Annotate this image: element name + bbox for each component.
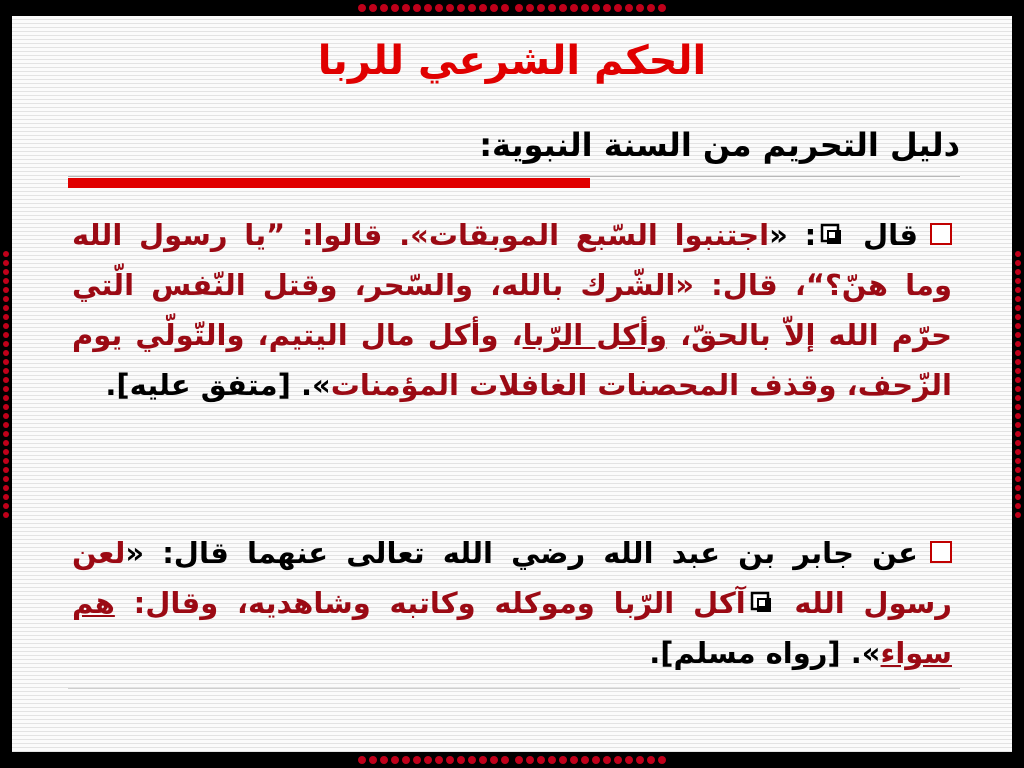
bottom-divider	[68, 688, 960, 689]
left-dot-border	[0, 0, 12, 768]
bullet2-intro: عن جابر بن عبد الله رضي الله تعالى عنهما قال: «	[125, 536, 918, 570]
bullet1-riba-underlined: وأكل الرّبا	[522, 318, 668, 352]
sallallahu-alayhi-wasallam-icon	[750, 590, 772, 614]
sallallahu-alayhi-wasallam-icon	[820, 222, 842, 246]
slide-canvas	[12, 16, 1012, 752]
bullet2-hadith-text: لعن رسول الله	[72, 536, 952, 620]
top-dot-border	[0, 0, 1024, 16]
bullet1-source: ». [متفق عليه].	[105, 368, 331, 402]
subtitle-accent-bar	[68, 178, 590, 188]
bullet2-source: ». [رواه مسلم].	[649, 636, 881, 670]
bullet2-hadith-text-2: آكل الرّبا وموكله وكاتبه وشاهديه، وقال:	[114, 586, 746, 620]
hadith-bullet-2	[72, 528, 952, 678]
bottom-dot-border	[0, 752, 1024, 768]
bullet1-quote-open: : «	[769, 218, 817, 252]
slide-title: الحكم الشرعي للربا	[317, 38, 707, 84]
hadith-bullet-1	[72, 210, 952, 410]
bullet1-hadith-text-2: ، وأكل مال اليتيم، والتّولّي يوم الزّحف، وقذف المحصنات الغافلات المؤمنات	[72, 318, 952, 402]
bullet1-hadith-text: اجتنبوا السّبع الموبقات». قالوا: ”يا رسول الله وما هنّ؟“، قال: «الشّرك بالله، والسّحر، وقتل النّفس الّتي حرّم الله إلاّ بالحقّ،	[72, 218, 952, 352]
hollow-square-bullet-icon	[930, 223, 952, 245]
hollow-square-bullet-icon	[930, 541, 952, 563]
bullet1-intro: قال	[862, 218, 918, 252]
slide-subtitle: دليل التحريم من السنة النبوية:	[479, 126, 960, 164]
subtitle-divider	[68, 176, 960, 177]
bullet2-equal-underlined: هم سواء	[72, 586, 952, 670]
right-dot-border	[1012, 0, 1024, 768]
